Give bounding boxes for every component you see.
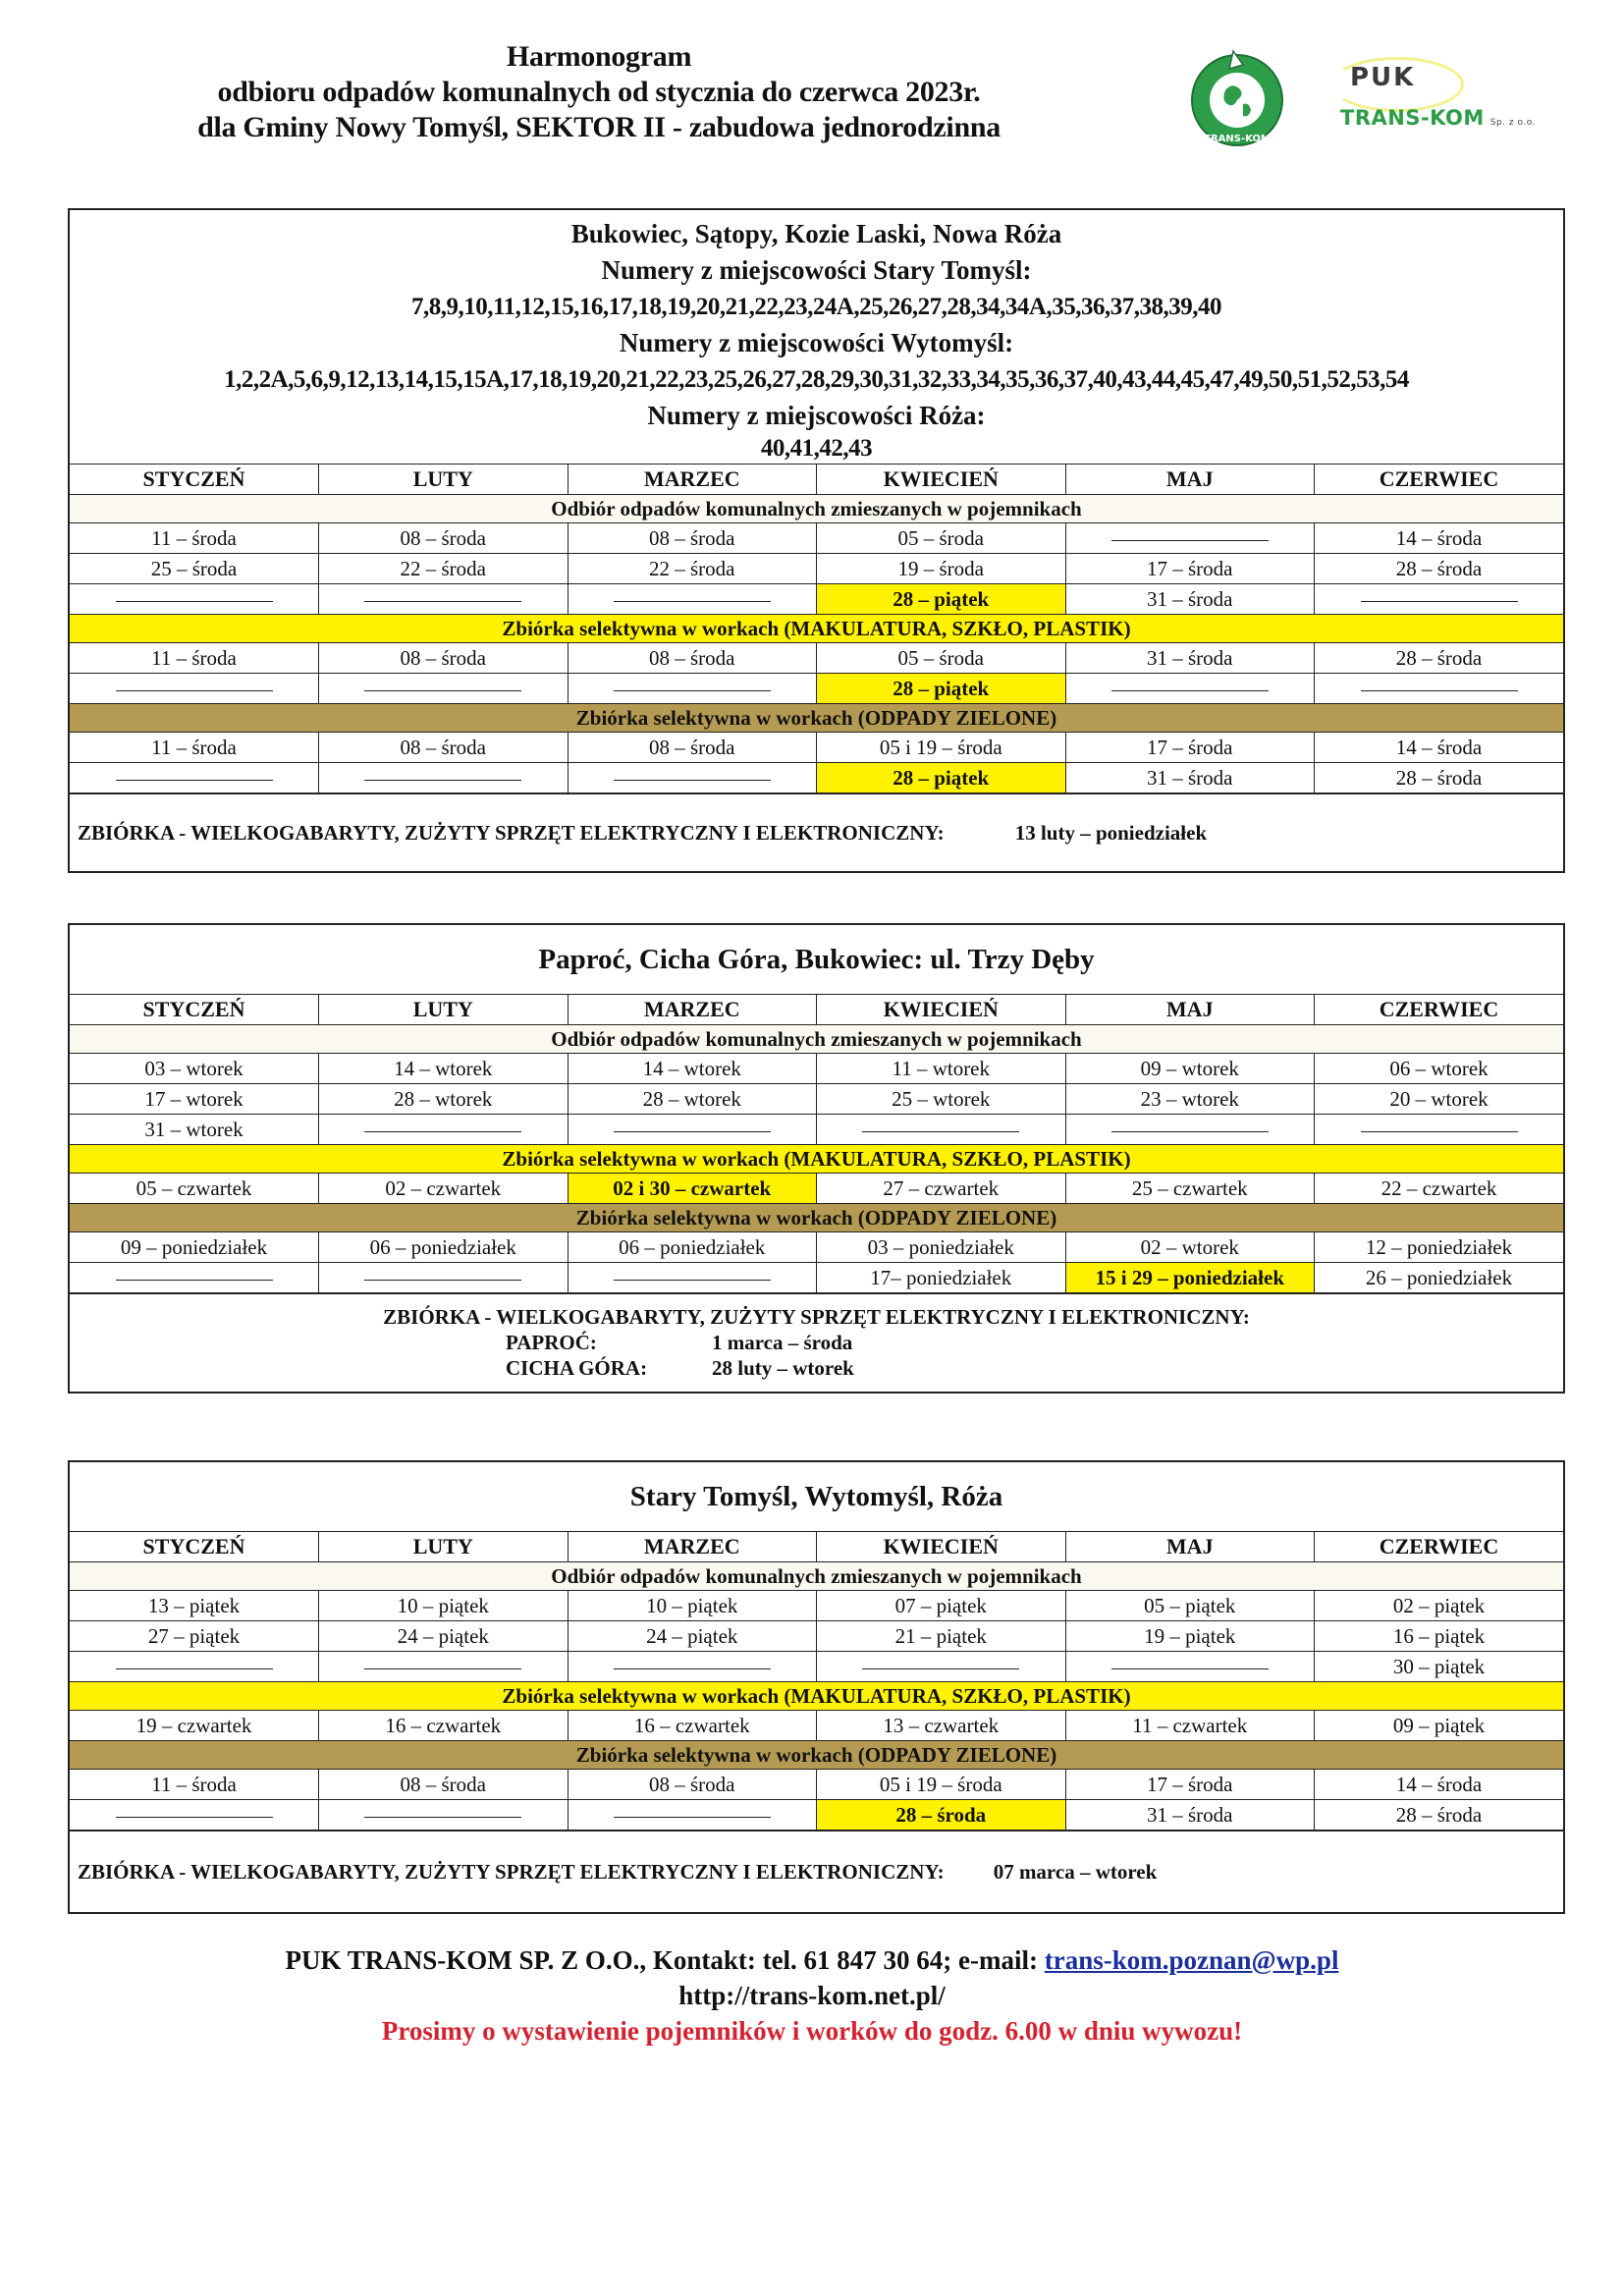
schedule-row xyxy=(70,1263,1563,1293)
month-header: CZERWIEC xyxy=(1315,995,1564,1025)
category-label: Zbiórka selektywna w workach (MAKULATURA, SZKŁO, PLASTIK) xyxy=(70,1145,1563,1174)
date-cell: 25 – środa xyxy=(70,554,319,584)
schedule-row xyxy=(70,1232,1563,1263)
highlighted-date-cell: 28 – piątek xyxy=(817,763,1066,793)
date-cell: 28 – wtorek xyxy=(319,1084,568,1115)
category-band-green xyxy=(70,1204,1563,1232)
category-label: Zbiórka selektywna w workach (ODPADY ZIELONE) xyxy=(70,1204,1563,1232)
email-link[interactable]: trans-kom.poznan@wp.pl xyxy=(1044,1945,1339,1975)
empty-cell xyxy=(1065,674,1315,704)
empty-cell xyxy=(319,1115,568,1145)
schedule-row xyxy=(70,1084,1563,1115)
dash-placeholder xyxy=(862,1668,1019,1669)
bulky-waste-entry-paproc xyxy=(70,1330,1563,1355)
section-header xyxy=(70,210,1563,464)
dash-placeholder xyxy=(614,1131,771,1132)
date-cell: 05 i 19 – środa xyxy=(817,733,1066,763)
month-header: KWIECIEŃ xyxy=(817,465,1066,495)
dash-placeholder xyxy=(1111,540,1269,541)
empty-cell xyxy=(70,584,319,615)
empty-cell xyxy=(568,1263,817,1293)
schedule-row xyxy=(70,733,1563,763)
date-cell: 17 – środa xyxy=(1065,733,1315,763)
month-header: MARZEC xyxy=(568,1532,817,1562)
date-cell: 11 – środa xyxy=(70,1770,319,1800)
category-label: Zbiórka selektywna w workach (ODPADY ZIELONE) xyxy=(70,704,1563,733)
highlighted-date-cell: 28 – piątek xyxy=(817,674,1066,704)
numbers-wytomysl: 1,2,2A,5,6,9,12,13,14,15,15A,17,18,19,20,21,22,23,25,26,27,28,29,30,31,32,33,34,35,36,37,40,43,44,45,47,49,50,51,52,53,54 xyxy=(224,366,1409,393)
date-cell: 30 – piątek xyxy=(1315,1652,1564,1682)
bulky-place: PAPROĆ: xyxy=(506,1331,597,1354)
month-header: MAJ xyxy=(1065,995,1315,1025)
bulky-waste-entry-cicha-gora xyxy=(70,1355,1563,1381)
date-cell: 14 – wtorek xyxy=(319,1054,568,1084)
dash-placeholder xyxy=(116,1280,273,1281)
date-cell: 22 – czwartek xyxy=(1315,1174,1564,1204)
empty-cell xyxy=(319,1652,568,1682)
schedule-row xyxy=(70,1800,1563,1831)
date-cell: 16 – czwartek xyxy=(568,1711,817,1741)
bulky-waste-date: 13 luty – poniedziałek xyxy=(1014,820,1208,845)
dash-placeholder xyxy=(862,1131,1019,1132)
month-header: STYCZEŃ xyxy=(70,465,319,495)
month-header-row xyxy=(70,995,1563,1025)
empty-cell xyxy=(319,674,568,704)
bulky-place: CICHA GÓRA: xyxy=(506,1356,648,1380)
contact-line xyxy=(0,1942,1624,1978)
dash-placeholder xyxy=(1111,1131,1269,1132)
month-header: LUTY xyxy=(319,995,568,1025)
category-band-mixed xyxy=(70,495,1563,523)
date-cell: 21 – piątek xyxy=(817,1621,1066,1652)
date-cell: 19 – czwartek xyxy=(70,1711,319,1741)
date-cell: 27 – piątek xyxy=(70,1621,319,1652)
date-cell: 25 – wtorek xyxy=(817,1084,1066,1115)
empty-cell xyxy=(70,1800,319,1831)
dash-placeholder xyxy=(364,1817,521,1818)
category-label: Zbiórka selektywna w workach (MAKULATURA, SZKŁO, PLASTIK) xyxy=(70,1682,1563,1711)
category-band-mixed xyxy=(70,1562,1563,1591)
date-cell: 12 – poniedziałek xyxy=(1315,1232,1564,1263)
date-cell: 25 – czwartek xyxy=(1065,1174,1315,1204)
dash-placeholder xyxy=(364,780,521,781)
date-cell: 31 – wtorek xyxy=(70,1115,319,1145)
dash-placeholder xyxy=(364,1131,521,1132)
numbers-roza: 40,41,42,43 xyxy=(760,435,873,462)
bulky-date: 28 luty – wtorek xyxy=(712,1356,854,1380)
date-cell: 14 – środa xyxy=(1315,733,1564,763)
date-cell: 13 – czwartek xyxy=(817,1711,1066,1741)
schedule-row xyxy=(70,1621,1563,1652)
schedule-row xyxy=(70,1652,1563,1682)
empty-cell xyxy=(817,1652,1066,1682)
dash-placeholder xyxy=(364,1280,521,1281)
logo-spzoo: Sp. z o.o. xyxy=(1489,118,1536,128)
date-cell: 09 – poniedziałek xyxy=(70,1232,319,1263)
dash-placeholder xyxy=(364,690,521,691)
highlighted-date-cell: 28 – piątek xyxy=(817,584,1066,615)
highlighted-date-cell: 02 i 30 – czwartek xyxy=(568,1174,817,1204)
page-title xyxy=(137,39,1060,145)
schedule-row xyxy=(70,1591,1563,1621)
schedule-section-1 xyxy=(68,208,1565,873)
month-header: LUTY xyxy=(319,1532,568,1562)
date-cell: 11 – czwartek xyxy=(1065,1711,1315,1741)
date-cell: 31 – środa xyxy=(1065,763,1315,793)
dash-placeholder xyxy=(614,690,771,691)
empty-cell xyxy=(70,1652,319,1682)
empty-cell xyxy=(1065,523,1315,554)
dash-placeholder xyxy=(116,780,273,781)
schedule-section-2 xyxy=(68,923,1565,1394)
date-cell: 28 – środa xyxy=(1315,643,1564,674)
schedule-row xyxy=(70,523,1563,554)
dash-placeholder xyxy=(1111,690,1269,691)
date-cell: 05 – czwartek xyxy=(70,1174,319,1204)
date-cell: 22 – środa xyxy=(568,554,817,584)
category-band-green xyxy=(70,704,1563,733)
empty-cell xyxy=(1315,674,1564,704)
bulky-waste-row xyxy=(70,793,1563,871)
month-header: CZERWIEC xyxy=(1315,1532,1564,1562)
dash-placeholder xyxy=(116,1668,273,1669)
month-header: KWIECIEŃ xyxy=(817,995,1066,1025)
empty-cell xyxy=(1065,1115,1315,1145)
date-cell: 08 – środa xyxy=(319,1770,568,1800)
date-cell: 08 – środa xyxy=(568,523,817,554)
month-header: MARZEC xyxy=(568,995,817,1025)
empty-cell xyxy=(817,1115,1066,1145)
date-cell: 27 – czwartek xyxy=(817,1174,1066,1204)
dash-placeholder xyxy=(116,601,273,602)
date-cell: 08 – środa xyxy=(568,1770,817,1800)
date-cell: 05 – środa xyxy=(817,523,1066,554)
date-cell: 13 – piątek xyxy=(70,1591,319,1621)
date-cell: 17– poniedziałek xyxy=(817,1263,1066,1293)
dash-placeholder xyxy=(614,780,771,781)
date-cell: 28 – środa xyxy=(1315,763,1564,793)
empty-cell xyxy=(568,1800,817,1831)
page-header xyxy=(0,39,1624,157)
highlighted-date-cell: 15 i 29 – poniedziałek xyxy=(1065,1263,1315,1293)
logo-transkom xyxy=(1340,106,1536,130)
date-cell: 22 – środa xyxy=(319,554,568,584)
date-cell: 14 – środa xyxy=(1315,523,1564,554)
company-logo xyxy=(1330,63,1556,151)
month-header: LUTY xyxy=(319,465,568,495)
empty-cell xyxy=(1315,1115,1564,1145)
title-line-1: Harmonogram xyxy=(506,40,692,73)
bulky-waste-date: 07 marca – wtorek xyxy=(993,1859,1158,1884)
section-title: Stary Tomyśl, Wytomyśl, Róża xyxy=(629,1481,1003,1512)
bulky-waste-label: ZBIÓRKA - WIELKOGABARYTY, ZUŻYTY SPRZĘT ELEKTRYCZNY I ELEKTRONICZNY: xyxy=(78,820,945,845)
category-label: Odbiór odpadów komunalnych zmieszanych w pojemnikach xyxy=(70,1025,1563,1054)
category-label: Odbiór odpadów komunalnych zmieszanych w pojemnikach xyxy=(70,1562,1563,1591)
empty-cell xyxy=(1065,1652,1315,1682)
empty-cell xyxy=(568,584,817,615)
bulky-waste-label: ZBIÓRKA - WIELKOGABARYTY, ZUŻYTY SPRZĘT ELEKTRYCZNY I ELEKTRONICZNY: xyxy=(78,1859,945,1884)
category-label: Zbiórka selektywna w workach (ODPADY ZIELONE) xyxy=(70,1741,1563,1770)
date-cell: 17 – środa xyxy=(1065,554,1315,584)
empty-cell xyxy=(319,584,568,615)
month-header: MAJ xyxy=(1065,465,1315,495)
schedule-row xyxy=(70,584,1563,615)
category-band-paper xyxy=(70,1145,1563,1174)
section-title: Bukowiec, Sątopy, Kozie Laski, Nowa Róża xyxy=(570,219,1062,248)
bulky-date: 1 marca – środa xyxy=(712,1331,853,1354)
dash-placeholder xyxy=(1361,601,1518,602)
contact-text: PUK TRANS-KOM SP. Z O.O., Kontakt: tel. 61 847 30 64; e-mail: xyxy=(285,1945,1045,1975)
date-cell: 06 – poniedziałek xyxy=(319,1232,568,1263)
schedule-row xyxy=(70,1115,1563,1145)
month-header: MAJ xyxy=(1065,1532,1315,1562)
website-link[interactable]: http://trans-kom.net.pl/ xyxy=(678,1981,946,2010)
logo-puk: PUK xyxy=(1350,63,1416,92)
date-cell: 31 – środa xyxy=(1065,643,1315,674)
empty-cell xyxy=(70,763,319,793)
month-header: CZERWIEC xyxy=(1315,465,1564,495)
date-cell: 08 – środa xyxy=(319,523,568,554)
numbers-stary-tomysl: 7,8,9,10,11,12,15,16,17,18,19,20,21,22,23,24A,25,26,27,28,34,34A,35,36,37,38,39,40 xyxy=(411,294,1221,320)
svg-text:TRANS-KOM: TRANS-KOM xyxy=(1204,134,1271,144)
date-cell: 19 – środa xyxy=(817,554,1066,584)
month-header-row xyxy=(70,465,1563,495)
date-cell: 11 – środa xyxy=(70,733,319,763)
category-label: Odbiór odpadów komunalnych zmieszanych w pojemnikach xyxy=(70,495,1563,523)
numbers-label-roza: Numery z miejscowości Róża: xyxy=(647,401,986,430)
dash-placeholder xyxy=(614,1668,771,1669)
date-cell: 08 – środa xyxy=(568,643,817,674)
date-cell: 02 – czwartek xyxy=(319,1174,568,1204)
date-cell: 28 – środa xyxy=(1315,554,1564,584)
title-line-2: odbioru odpadów komunalnych od stycznia do czerwca 2023r. xyxy=(217,76,981,108)
date-cell: 08 – środa xyxy=(319,643,568,674)
dash-placeholder xyxy=(614,1817,771,1818)
date-cell: 11 – środa xyxy=(70,523,319,554)
date-cell: 06 – poniedziałek xyxy=(568,1232,817,1263)
dash-placeholder xyxy=(116,1817,273,1818)
numbers-label-wytomysl: Numery z miejscowości Wytomyśl: xyxy=(619,328,1014,357)
dash-placeholder xyxy=(364,1668,521,1669)
category-band-mixed xyxy=(70,1025,1563,1054)
date-cell: 28 – wtorek xyxy=(568,1084,817,1115)
date-cell: 05 – środa xyxy=(817,643,1066,674)
date-cell: 08 – środa xyxy=(568,733,817,763)
bulky-waste-block xyxy=(70,1293,1563,1392)
date-cell: 06 – wtorek xyxy=(1315,1054,1564,1084)
dash-placeholder xyxy=(1111,1668,1269,1669)
date-cell: 05 i 19 – środa xyxy=(817,1770,1066,1800)
schedule-section-3 xyxy=(68,1460,1565,1914)
date-cell: 03 – wtorek xyxy=(70,1054,319,1084)
date-cell: 02 – wtorek xyxy=(1065,1232,1315,1263)
month-header-row xyxy=(70,1532,1563,1562)
date-cell: 11 – wtorek xyxy=(817,1054,1066,1084)
numbers-label-stary-tomysl: Numery z miejscowości Stary Tomyśl: xyxy=(601,255,1032,285)
date-cell: 26 – poniedziałek xyxy=(1315,1263,1564,1293)
date-cell: 23 – wtorek xyxy=(1065,1084,1315,1115)
bulky-waste-label: ZBIÓRKA - WIELKOGABARYTY, ZUŻYTY SPRZĘT ELEKTRYCZNY I ELEKTRONICZNY: xyxy=(383,1305,1250,1329)
schedule-row xyxy=(70,554,1563,584)
date-cell: 09 – piątek xyxy=(1315,1711,1564,1741)
empty-cell xyxy=(70,674,319,704)
schedule-row xyxy=(70,1770,1563,1800)
empty-cell xyxy=(319,763,568,793)
month-header: STYCZEŃ xyxy=(70,1532,319,1562)
month-header: KWIECIEŃ xyxy=(817,1532,1066,1562)
date-cell: 16 – czwartek xyxy=(319,1711,568,1741)
date-cell: 14 – wtorek xyxy=(568,1054,817,1084)
empty-cell xyxy=(70,1263,319,1293)
date-cell: 03 – poniedziałek xyxy=(817,1232,1066,1263)
date-cell: 05 – piątek xyxy=(1065,1591,1315,1621)
date-cell: 10 – piątek xyxy=(319,1591,568,1621)
date-cell: 24 – piątek xyxy=(319,1621,568,1652)
date-cell: 28 – środa xyxy=(1315,1800,1564,1831)
dash-placeholder xyxy=(614,601,771,602)
date-cell: 16 – piątek xyxy=(1315,1621,1564,1652)
category-band-green xyxy=(70,1741,1563,1770)
date-cell: 31 – środa xyxy=(1065,1800,1315,1831)
dash-placeholder xyxy=(116,690,273,691)
empty-cell xyxy=(319,1800,568,1831)
category-label: Zbiórka selektywna w workach (MAKULATURA, SZKŁO, PLASTIK) xyxy=(70,615,1563,643)
dash-placeholder xyxy=(1361,1131,1518,1132)
highlighted-date-cell: 28 – środa xyxy=(817,1800,1066,1831)
dash-placeholder xyxy=(614,1280,771,1281)
empty-cell xyxy=(568,1652,817,1682)
empty-cell xyxy=(1315,584,1564,615)
schedule-row xyxy=(70,1174,1563,1204)
date-cell: 19 – piątek xyxy=(1065,1621,1315,1652)
title-line-3: dla Gminy Nowy Tomyśl, SEKTOR II - zabudowa jednorodzinna xyxy=(197,111,1001,143)
date-cell: 07 – piątek xyxy=(817,1591,1066,1621)
month-header: STYCZEŃ xyxy=(70,995,319,1025)
page-footer xyxy=(0,1942,1624,2049)
pickup-notice: Prosimy o wystawienie pojemników i worków do godz. 6.00 w dniu wywozu! xyxy=(381,2016,1243,2046)
logo-transkom-text: TRANS-KOM xyxy=(1340,106,1485,130)
date-cell: 17 – środa xyxy=(1065,1770,1315,1800)
date-cell: 08 – środa xyxy=(319,733,568,763)
empty-cell xyxy=(568,763,817,793)
recycling-globe-logo-icon xyxy=(1186,47,1288,149)
schedule-row xyxy=(70,674,1563,704)
schedule-table xyxy=(70,994,1563,1293)
dash-placeholder xyxy=(1361,690,1518,691)
empty-cell xyxy=(568,1115,817,1145)
date-cell: 31 – środa xyxy=(1065,584,1315,615)
schedule-table xyxy=(70,464,1563,793)
category-band-paper xyxy=(70,1682,1563,1711)
date-cell: 10 – piątek xyxy=(568,1591,817,1621)
schedule-row xyxy=(70,643,1563,674)
empty-cell xyxy=(568,674,817,704)
section-title: Paproć, Cicha Góra, Bukowiec: ul. Trzy Dęby xyxy=(538,944,1095,975)
schedule-table xyxy=(70,1531,1563,1831)
date-cell: 11 – środa xyxy=(70,643,319,674)
category-band-paper xyxy=(70,615,1563,643)
date-cell: 09 – wtorek xyxy=(1065,1054,1315,1084)
bulky-waste-row xyxy=(70,1831,1563,1912)
date-cell: 17 – wtorek xyxy=(70,1084,319,1115)
month-header: MARZEC xyxy=(568,465,817,495)
schedule-row xyxy=(70,1054,1563,1084)
date-cell: 24 – piątek xyxy=(568,1621,817,1652)
schedule-row xyxy=(70,763,1563,793)
date-cell: 02 – piątek xyxy=(1315,1591,1564,1621)
date-cell: 20 – wtorek xyxy=(1315,1084,1564,1115)
dash-placeholder xyxy=(364,601,521,602)
empty-cell xyxy=(319,1263,568,1293)
schedule-row xyxy=(70,1711,1563,1741)
date-cell: 14 – środa xyxy=(1315,1770,1564,1800)
